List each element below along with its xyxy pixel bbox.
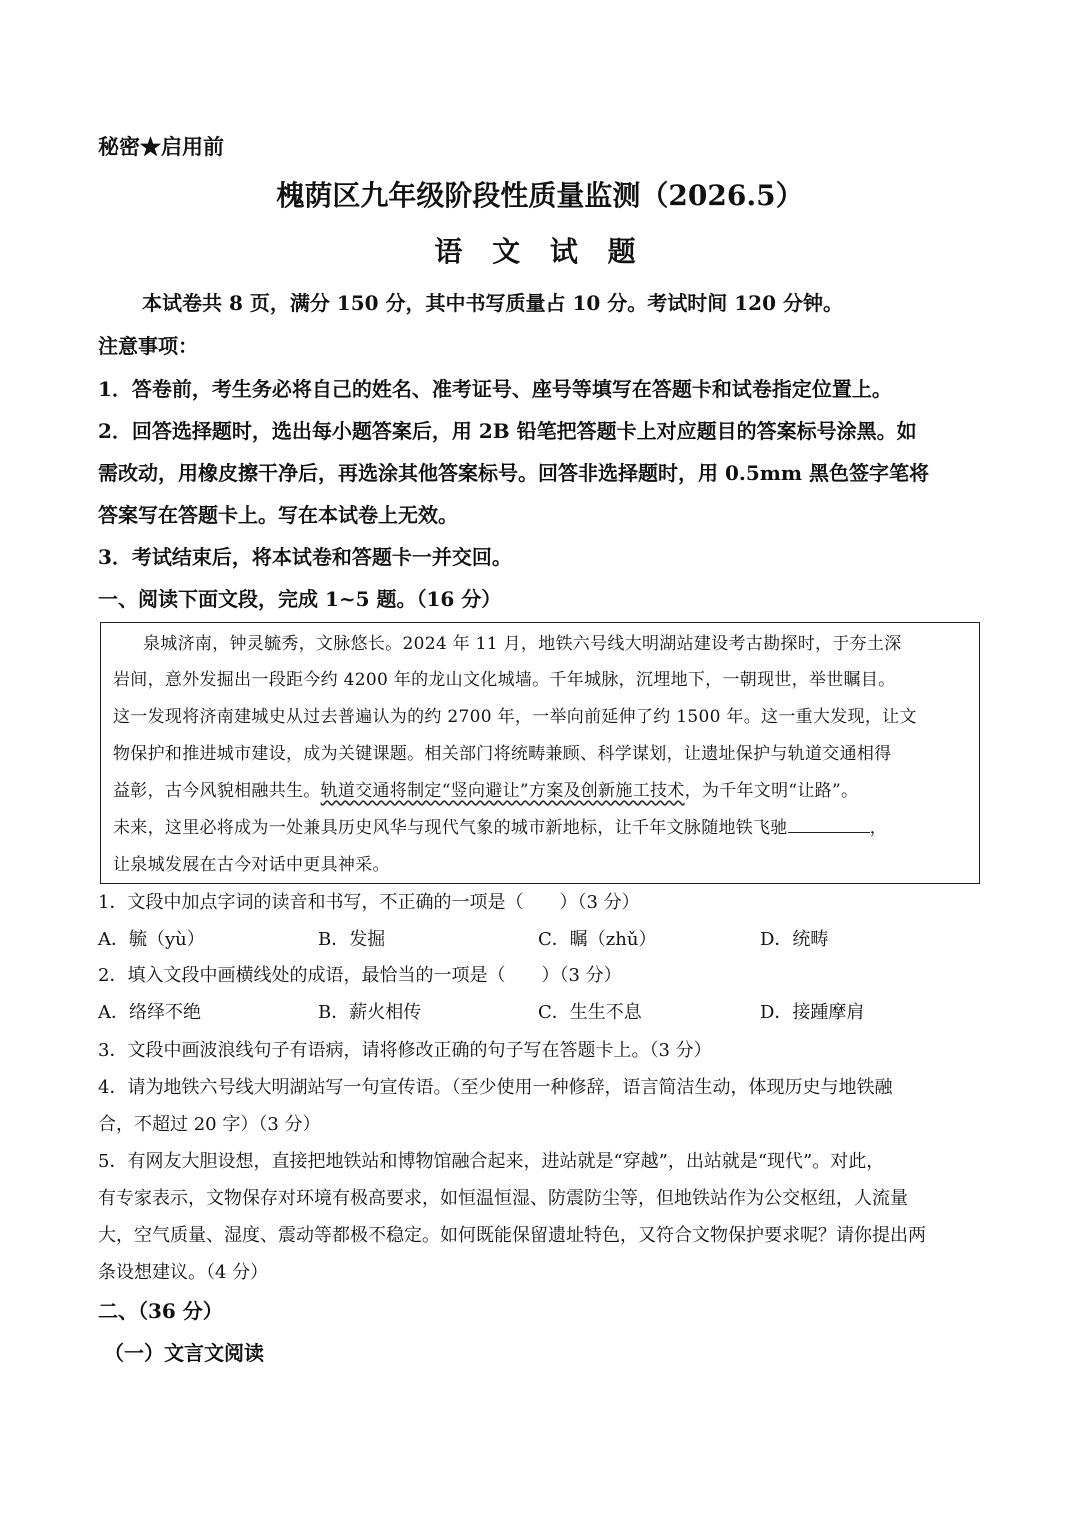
exam-subtitle: 语 文 试 题 [434,235,646,268]
question-4: 4．请为地铁六号线大明湖站写一句宣传语。（至少使用一种修辞，语言简洁生动，体现历史与地铁融 [98,1077,893,1098]
wavy-underlined-sentence: 轨道交通将制定“竖向避让”方案及创新施工技术 [320,781,685,801]
question-5-cont: 有专家表示，文物保存对环境有极高要求，如恒温恒湿、防震防尘等，但地铁站作为公交枢纽，人流量 [98,1188,908,1209]
passage-line [113,776,858,801]
question-5-cont: 条设想建议。（4 分） [98,1262,269,1283]
passage-line: 这一发现将济南建城史从过去普遍认为的约 2700 年，一举向前延伸了约 1500 年。这一重大发现，让文 [113,707,917,727]
notice-line: 需改动，用橡皮擦干净后，再选涂其他答案标号。回答非选择题时，用 0.5mm 黑色签字笔将 [98,461,930,485]
question-5-cont: 大，空气质量、湿度、震动等都极不稳定。如何既能保留遗址特色，又符合文物保护要求呢？请你提出两 [98,1225,926,1246]
notice-line: 1．答卷前，考生务必将自己的姓名、准考证号、座号等填写在答题卡和试卷指定位置上。 [98,377,892,401]
q2-option-c: C．生生不息 [538,1002,642,1023]
passage-line: 岩间，意外发掘出一段距今约 4200 年的龙山文化城墙。千年城脉，沉埋地下，一朝现世，举世瞩目。 [113,670,896,690]
question-1: 1．文段中加点字词的读音和书写，不正确的一项是（ ）（3 分） [98,892,640,913]
notice-line: 3．考试结束后，将本试卷和答题卡一并交回。 [98,545,512,569]
section2-sub1-heading: （一）文言文阅读 [104,1341,264,1365]
q1-option-c: C．瞩（zhǔ） [538,929,657,950]
section2-heading: 二、（36 分） [98,1299,223,1323]
notice-line: 2．回答选择题时，选出每小题答案后，用 2B 铅笔把答题卡上对应题目的答案标号涂黑。如 [98,419,917,443]
question-5: 5．有网友大胆设想，直接把地铁站和博物馆融合起来，进站就是“穿越”，出站就是“现代”。对此， [98,1151,885,1172]
question-4-cont: 合，不超过 20 字）（3 分） [98,1114,321,1135]
passage-text: 未来，这里必将成为一处兼具历史风华与现代气象的城市新地标，让千年文脉随地铁飞驰 [113,818,788,838]
passage-text: ，为千年文明“让路”。 [684,781,859,801]
q1-option-b: B．发掘 [318,929,386,950]
q2-option-a: A．络绎不绝 [98,1002,201,1023]
q2-option-b: B．薪火相传 [318,1002,422,1023]
passage-text: 益彰，古今风貌相融共生。 [113,781,321,801]
question-3: 3．文段中画波浪线句子有语病，请将修改正确的句子写在答题卡上。（3 分） [98,1040,712,1061]
exam-intro: 本试卷共 8 页，满分 150 分，其中书写质量占 10 分。考试时间 120 分钟。 [142,291,843,315]
fill-in-blank [788,816,870,833]
q1-option-d: D．统畴 [760,929,829,950]
secret-label: 秘密★启用前 [98,134,224,159]
q1-option-a: A．毓（yù） [98,929,205,950]
passage-line [113,813,887,838]
notice-heading: 注意事项： [98,334,198,358]
question-2: 2．填入文段中画横线处的成语，最恰当的一项是（ ）（3 分） [98,965,622,986]
reading-passage-box [100,622,980,884]
passage-line: 泉城济南，钟灵毓秀，文脉悠长。2024 年 11 月，地铁六号线大明湖站建设考古勘探时，于夯土深 [143,634,902,654]
section1-heading: 一、阅读下面文段，完成 1~5 题。（16 分） [98,587,502,611]
passage-line: 物保护和推进城市建设，成为关键课题。相关部门将统畴兼顾、科学谋划，让遗址保护与轨道交通相得 [113,744,892,764]
passage-text: ， [869,818,888,838]
q2-option-d: D．接踵摩肩 [760,1002,865,1023]
notice-line: 答案写在答题卡上。写在本试卷上无效。 [98,503,458,527]
passage-line: 让泉城发展在古今对话中更具神采。 [113,855,390,875]
exam-title: 槐荫区九年级阶段性质量监测（2026.5） [276,179,804,212]
